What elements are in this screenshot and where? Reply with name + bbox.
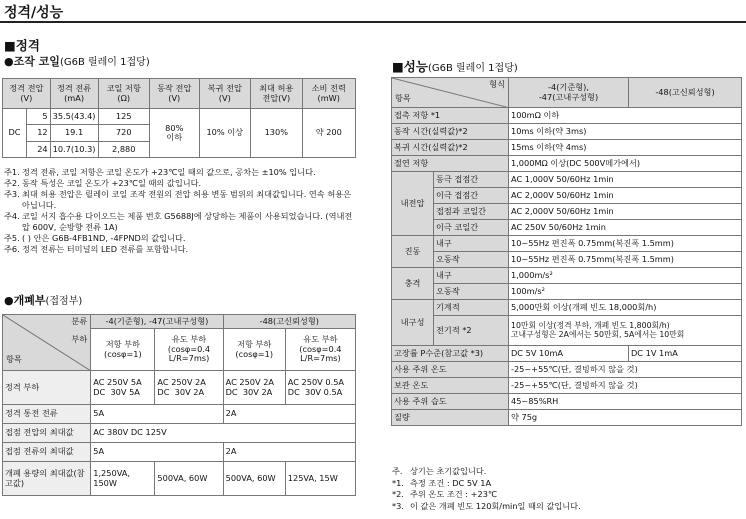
perf-value: 45~85%RH <box>509 394 742 410</box>
contacts-group-header: -4(기준형), -47(고내구성형) <box>91 315 223 329</box>
perf-sub-label: 이극 코일간 <box>434 220 509 236</box>
perf-value: 10~55Hz 편진폭 0.75mm(복진폭 1.5mm) <box>509 236 742 252</box>
perf-group-label: 진동 <box>392 236 434 268</box>
contacts-row-label: 정격 부하 <box>3 371 91 405</box>
perf-value: -25~+55℃(단, 결빙하지 않을 것) <box>509 362 742 378</box>
coil-power: 약 200 <box>302 109 355 158</box>
coil-table <box>2 78 356 158</box>
contacts-cell: 5A <box>91 443 223 462</box>
perf-row-label: 접촉 저항 *1 <box>392 108 509 124</box>
coil-header: 정격 전압 (V) <box>3 79 51 109</box>
corner-label-bottom: 항목 <box>6 354 22 364</box>
contacts-table <box>2 314 356 496</box>
perf-col-header: -48(고신뢰성형) <box>629 78 742 108</box>
contacts-cell: AC 250V 2A DC 30V 2A <box>155 371 223 405</box>
note: 주4. 코일 서지 흡수용 다이오드는 제품 번호 G5688J에 상당하는 제품이 사용되었습니다. (역내전압 600V, 순방향 전류 1A) <box>4 211 353 232</box>
perf-value: AC 1,000V 50/60Hz 1min <box>509 172 742 188</box>
perf-value: 100mΩ 이하 <box>509 108 742 124</box>
corner-label-top: 분류 <box>71 316 88 326</box>
contacts-cell: AC 250V 2A DC 30V 2A <box>223 371 285 405</box>
perf-row-label: 사용 주위 온도 <box>392 362 509 378</box>
coil-header: 정격 전류 (mA) <box>50 79 98 109</box>
coil-voltage: 24 <box>37 143 48 154</box>
contacts-row-label: 정격 통전 전류 <box>3 405 91 424</box>
coil-release: 10% 이상 <box>199 109 250 158</box>
note: 주2. 동작 특성은 코일 온도가 +23℃일 때의 값입니다. <box>4 178 202 188</box>
coil-header: 복귀 전압 (V) <box>199 79 250 109</box>
load-type-header: 저항 부하 (cosφ=1) <box>91 329 155 371</box>
note: 주1. 정격 전류, 코일 저항은 코일 온도가 +23℃일 때의 값으로, 공차는 ±10% 입니다. <box>4 167 316 177</box>
perf-group-label: 충격 <box>392 268 434 300</box>
note: 주. 상기는 초기값입니다. <box>392 466 487 476</box>
performance-heading: ■성능(G6B 릴레이 1접당) <box>392 59 518 74</box>
coil-current: 35.5(43.4) <box>50 109 98 125</box>
coil-operate: 80% 이하 <box>149 109 199 158</box>
load-type-header: 유도 부하 (cosφ=0.4 L/R=7ms) <box>285 329 355 371</box>
note: 주5. ( ) 안은 G6B-4FB1ND, -4FPND의 값입니다. <box>4 233 186 243</box>
perf-value: 1,000m/s² <box>509 268 742 284</box>
coil-header: 코일 저항 (Ω) <box>98 79 149 109</box>
coil-max-voltage: 130% <box>251 109 302 158</box>
coil-heading: ●조작 코일(G6B 릴레이 1접당) <box>4 55 150 68</box>
title-rule <box>0 21 746 23</box>
perf-row-label: 복귀 시간(실력값)*2 <box>392 140 509 156</box>
coil-header: 동작 전압 (V) <box>149 79 199 109</box>
contacts-cell: 125VA, 15W <box>285 462 355 496</box>
contacts-row-label: 개폐 용량의 최대값(참고값) <box>3 462 91 496</box>
perf-value: DC 1V 1mA <box>629 346 742 362</box>
perf-sub-label: 내구 <box>434 268 509 284</box>
contacts-row-label: 접점 전압의 최대값 <box>3 424 91 443</box>
coil-resistance: 125 <box>98 109 149 125</box>
contacts-cell: 500VA, 60W <box>155 462 223 496</box>
perf-value: AC 250V 50/60Hz 1min <box>509 220 742 236</box>
coil-current: 10.7(10.3) <box>50 141 98 157</box>
coil-header: 소비 전력 (mW) <box>302 79 355 109</box>
rating-heading: ■정격 <box>4 38 40 53</box>
coil-header: 최대 허용 전압(V) <box>251 79 302 109</box>
perf-value: 1,000MΩ 이상(DC 500V메가에서) <box>509 156 742 172</box>
perf-group-label: 내전압 <box>392 172 434 236</box>
performance-table <box>391 77 742 426</box>
perf-sub-label: 이극 접점간 <box>434 188 509 204</box>
note: 주6. 정격 전류는 터미널의 LED 전류를 포함합니다. <box>4 244 189 254</box>
perf-sub-label: 접점과 코일간 <box>434 204 509 220</box>
note: 주3. 최대 허용 전압은 릴레이 코일 조작 전원의 전압 허용 변동 범위의 최대값입니다. 연속 허용은 아닙니다. <box>4 189 352 210</box>
page-title: 정격/성능 <box>4 5 64 21</box>
perf-value: AC 2,000V 50/60Hz 1min <box>509 188 742 204</box>
perf-value: 15ms 이하(약 4ms) <box>509 140 742 156</box>
perf-row-label: 절연 저항 <box>392 156 509 172</box>
contacts-cell: 2A <box>223 405 355 424</box>
perf-value: 10만회 이상(정격 부하, 개폐 빈도 1,800회/h) 고내구성형은 2A에서는 50만회, 5A에서는 10만회 <box>509 316 742 346</box>
perf-value: 10ms 이하(약 3ms) <box>509 124 742 140</box>
coil-current: 19.1 <box>50 125 98 141</box>
contacts-heading: ●개폐부(접점부) <box>4 294 83 307</box>
perf-sub-label: 동극 접점간 <box>434 172 509 188</box>
perf-sub-label: 내구 <box>434 236 509 252</box>
perf-value: AC 2,000V 50/60Hz 1min <box>509 204 742 220</box>
perf-value: 약 75g <box>509 410 742 426</box>
contacts-group-header: -48(고신뢰성형) <box>223 315 355 329</box>
contacts-cell: 2A <box>223 443 355 462</box>
perf-row-label: 질량 <box>392 410 509 426</box>
note: *3. 이 값은 개폐 빈도 120회/min일 때의 값입니다. <box>392 500 581 511</box>
coil-notes <box>4 167 356 255</box>
contacts-cell: 5A <box>91 405 223 424</box>
perf-value: 5,000만회 이상(개폐 빈도 18,000회/h) <box>509 300 742 316</box>
perf-sub-label: 오동작 <box>434 252 509 268</box>
note: *2. 주위 온도 조건 : +23℃ <box>392 489 498 499</box>
perf-value: -25~+55℃(단, 결빙하지 않을 것) <box>509 378 742 394</box>
note: *1. 측정 조건 : DC 5V 1A <box>392 477 492 488</box>
load-type-header: 유도 부하 (cosφ=0.4 L/R=7ms) <box>155 329 223 371</box>
load-type-header: 저항 부하 (cosφ=1) <box>223 329 285 371</box>
perf-corner <box>392 78 509 108</box>
coil-resistance: 2,880 <box>98 141 149 157</box>
coil-voltage: 5 <box>27 109 50 125</box>
perf-col-header: -4(기준형), -47(고내구성형) <box>509 78 629 108</box>
perf-value: DC 5V 10mA <box>509 346 629 362</box>
corner-label-top: 형식 <box>489 79 505 89</box>
perf-value: 100m/s² <box>509 284 742 300</box>
contacts-cell: AC 380V DC 125V <box>91 424 356 443</box>
perf-row-label: 동작 시간(실력값)*2 <box>392 124 509 140</box>
contacts-cell: AC 250V 5A DC 30V 5A <box>91 371 155 405</box>
corner-label-mid: 부하 <box>71 334 88 344</box>
coil-type: DC <box>3 109 27 157</box>
perf-row-label: 고장률 P수준(참고값 *3) <box>392 346 509 362</box>
perf-sub-label: 기계적 <box>434 300 509 316</box>
contacts-cell: AC 250V 0.5A DC 30V 0.5A <box>285 371 355 405</box>
perf-sub-label: 전기적 *2 <box>434 316 509 346</box>
perf-row-label: 보관 온도 <box>392 378 509 394</box>
coil-resistance: 720 <box>98 125 149 141</box>
coil-type-cell <box>3 109 51 158</box>
perf-value: 10~55Hz 편진폭 0.75mm(복진폭 1.5mm) <box>509 252 742 268</box>
perf-sub-label: 오동작 <box>434 284 509 300</box>
performance-notes <box>392 466 742 512</box>
contacts-row-label: 접점 전류의 최대값 <box>3 443 91 462</box>
contacts-cell: 1,250VA, 150W <box>91 462 155 496</box>
perf-row-label: 사용 주위 습도 <box>392 394 509 410</box>
perf-group-label: 내구성 <box>392 300 434 346</box>
contacts-cell: 500VA, 60W <box>223 462 285 496</box>
contacts-corner <box>3 315 91 371</box>
coil-voltage: 12 <box>27 125 50 141</box>
corner-label-bottom: 항목 <box>395 93 411 103</box>
